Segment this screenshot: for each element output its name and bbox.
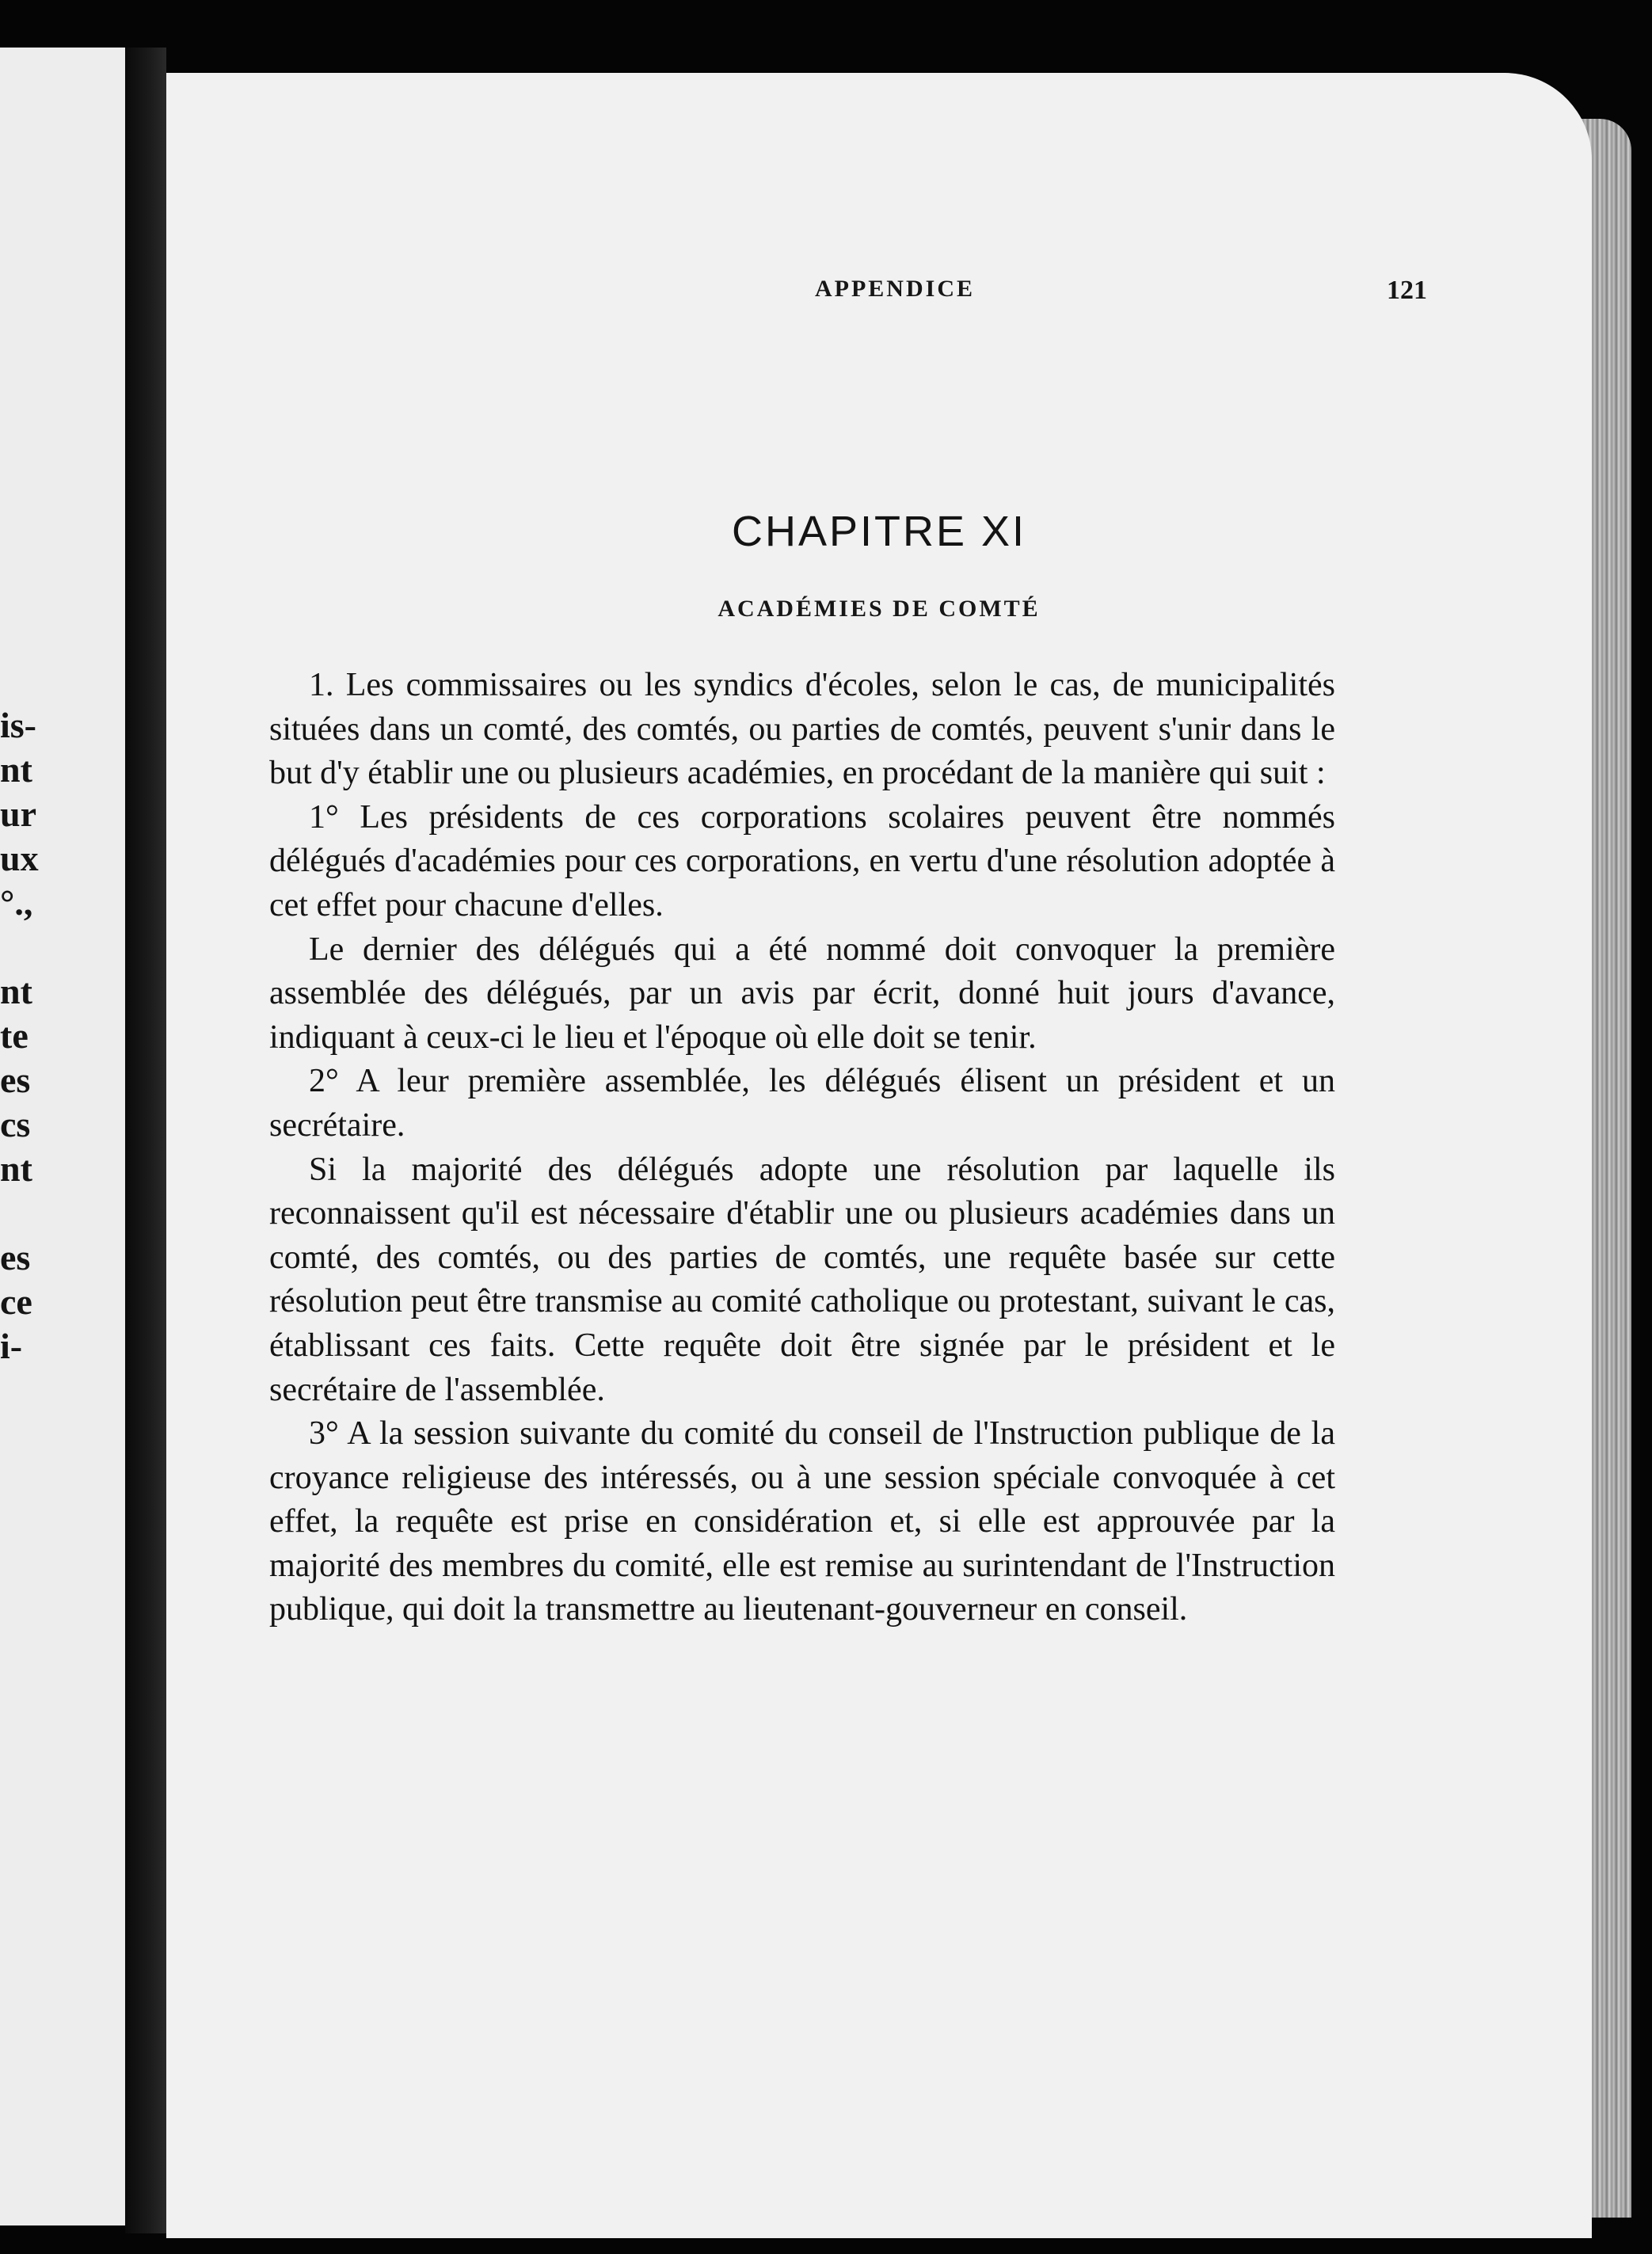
left-fragment-line: °., (0, 882, 33, 923)
left-fragment-line: ur (0, 794, 36, 834)
left-fragment-line: is- (0, 705, 36, 745)
left-fragment-line: nt (0, 1148, 32, 1189)
paragraph: 1° Les présidents de ces corporations scolaires peuvent être nommés délégués d'académies pour ces corporations, en vertu d'une résolution adoptée à cet effet pour chacune d'elles. (269, 798, 1335, 923)
left-fragment-line: nt (0, 749, 32, 790)
paragraph: 3° A la session suivante du comité du conseil de l'Instruction publique de la croyance religieuse des intéressés, ou à une session spéciale convoquée à cet effet, la requête est prise en considération et, si elle est approuvée par la majorité des membres du comité, elle est remise au surintendant de l'Instruction publique, qui doit la transmettre au lieutenant-gouverneur en conseil. (269, 1415, 1335, 1628)
paragraph: Si la majorité des délégués adopte une résolution par laquelle ils reconnaissent qu'il est nécessaire d'établir une ou plusieurs académies dans un comté, des comtés, ou des parties de comtés, une requête basée sur cette résolution peut être transmise au comité catholique ou protestant, suivant le cas, établissant ces faits. Cette requête doit être signée par le président et le secrétaire de l'assemblée. (269, 1151, 1335, 1408)
left-fragment-line: ce (0, 1281, 32, 1322)
section-title: ACADÉMIES DE COMTÉ (718, 596, 1041, 622)
left-fragment-line: te (0, 1015, 29, 1056)
left-fragment-gap (0, 1191, 125, 1236)
left-facing-page (0, 48, 125, 2225)
chapter-title: CHAPITRE XI (731, 508, 1027, 555)
page-number: 121 (1387, 276, 1427, 305)
page-header (166, 276, 1592, 315)
paragraph: 2° A leur première assemblée, les délégués élisent un président et un secrétaire. (269, 1063, 1335, 1144)
left-fragment-line: es (0, 1060, 31, 1100)
book-binding-gutter (125, 48, 166, 2233)
left-fragment-line: cs (0, 1104, 31, 1144)
paragraph: Le dernier des délégués qui a été nommé doit convoquer la première assemblée des délégués, par un avis par écrit, donné huit jours d'avance, indiquant à ceux-ci le lieu et l'époque où elle doit se tenir. (269, 931, 1335, 1056)
running-head: APPENDICE (814, 276, 975, 302)
left-fragment-gap (0, 925, 125, 969)
paragraph: 1. Les commissaires ou les syndics d'écoles, selon le cas, de municipalités situées dans un comté, des comtés, ou parties de comtés, peuvent s'unir dans le but d'y établir une ou plusieurs académies, en procédant de la manière qui suit : (269, 667, 1335, 792)
left-fragment-line: es (0, 1237, 31, 1277)
left-fragment-line: i- (0, 1326, 23, 1366)
left-fragment-line: ux (0, 838, 39, 878)
left-page-text-fragments (0, 703, 125, 1369)
left-fragment-line: nt (0, 971, 32, 1011)
body-text (269, 664, 1335, 1632)
